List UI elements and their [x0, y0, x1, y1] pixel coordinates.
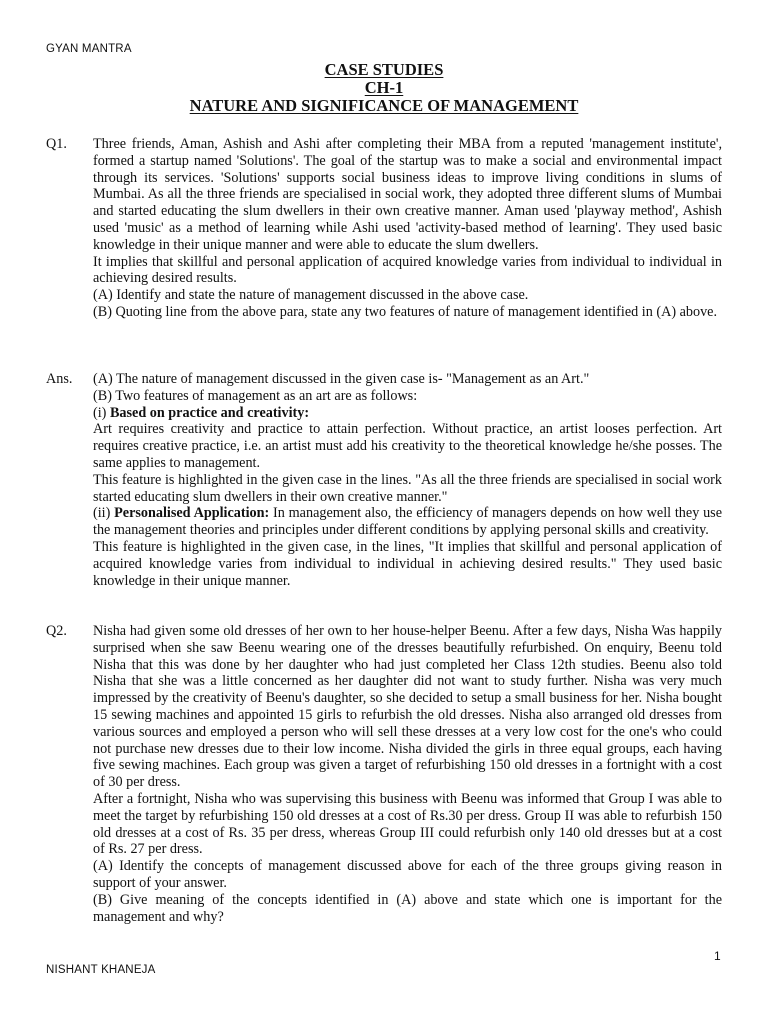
feature-2-text: In management also, the efficiency of managers depends on how well they use the management theories and principles under different conditions by applying personal skills and creativity. [93, 505, 722, 539]
feature-1-highlight: This feature is highlighted in the given case in the lines. "As all the three friends are specialised in social work started educating slum dwellers in their own creative manner." [93, 471, 722, 505]
question-part-b: (B) Give meaning of the concepts identified in (A) above and state which one is important for the management and why? [93, 891, 722, 925]
feature-1-text: Art requires creativity and practice to attain perfection. Without practice, an artist looses perfection. Art requires creative practice, i.e. an artist must add his creativity to the theoretical knowledge he/she posses. The same applies to management. [93, 421, 722, 471]
footer-author: NISHANT KHANEJA [46, 964, 156, 976]
question-1 [46, 136, 722, 321]
document-title: CASE STUDIES [324, 60, 444, 79]
feature-1-heading [93, 405, 722, 422]
answer-1 [46, 371, 722, 589]
feature-2-number: (ii) [93, 505, 115, 522]
feature-1-title: Based on practice and creativity: [109, 404, 310, 421]
feature-2-highlight: This feature is highlighted in the given case, in the lines, "It implies that skillful and personal application of acquired knowledge varies from individual to individual in achieving desired results." They used basic knowledge in their unique manner. [93, 538, 722, 589]
question-part-a: (A) Identify the concepts of management discussed above for each of the three groups giving reason in support of your answer. [93, 858, 722, 891]
case-paragraph: Nisha had given some old dresses of her own to her house-helper Beenu. After a few days, Nisha Was happily surprised when she saw Beenu wearing one of the dresses beautifully refurbished. On enquiry, Beenu told Nisha that this was done by her daughter who had just completed her Class 12th studies. Beenu also told Nisha that she was a little concerned as her daughter did not want to study further. Nisha was very much impressed by the creativity of Beenu's daughter, so she decided to setup a small business for her. Nisha bought 15 sewing machines and appointed 15 girls to refurbish the old dresses. Nisha also arranged old dresses from various sources and employed a person who will sell these dresses at a very low cost for the one's who could not purchase new dresses due to their low income. Nisha divided the girls in three equal groups, each having five sewing machines. Each group was given a target of refurbishing 150 old dresses in a fortnight with a cost of 30 per dress. [93, 623, 722, 791]
header-text: GYAN MANTRA [46, 43, 132, 55]
chapter-number: CH-1 [364, 78, 404, 97]
answer-part-a: (A) The nature of management discussed in the given case is- "Management as an Art." [93, 371, 590, 387]
question-part-b: (B) Quoting line from the above para, state any two features of nature of management identified in (A) above. [93, 303, 718, 320]
feature-2-title: Personalised Application: [114, 505, 270, 522]
case-paragraph: Three friends, Aman, Ashish and Ashi after completing their MBA from a reputed 'management institute', formed a startup named 'Solutions'. The goal of the startup was to make a social and environmental impact through its services. 'Solutions' supports social business ideas to improve living conditions in slums of Mumbai. As all the three friends are specialised in social work, they adopted three different slums of Mumbai and started educating the slum dwellers in their own creative manner. Aman used 'playway method', Ashish used 'music' as a method of learning while Ashi used 'activity-based method of learning'. They used basic knowledge in their unique manner and were able to educate the slum dwellers. [93, 136, 722, 253]
feature-2-paragraph [93, 505, 722, 539]
case-paragraph: After a fortnight, Nisha who was supervising this business with Beenu was informed that Group I was able to meet the target by refurbishing 150 old dresses at a cost of Rs.30 per dress. Group II was able to refurbish 150 old dresses at a cost of Rs. 35 per dress, whereas Group III could refurbish only 140 old dresses but at a cost of Rs. 27 per dress. [93, 790, 722, 858]
question-body [93, 623, 722, 925]
answer-body [93, 371, 722, 589]
question-body [93, 136, 722, 321]
title-block [0, 61, 768, 115]
answer-label: Ans. [46, 371, 73, 387]
answer-part-b: (B) Two features of management as an art are as follows: [93, 387, 418, 404]
case-paragraph: It implies that skillful and personal application of acquired knowledge varies from individual to individual in achieving desired results. [93, 253, 722, 287]
question-label: Q2. [46, 623, 67, 639]
question-part-a: (A) Identify and state the nature of management discussed in the above case. [93, 287, 529, 304]
question-label: Q1. [46, 136, 67, 152]
page-number: 1 [714, 949, 721, 963]
chapter-title: NATURE AND SIGNIFICANCE OF MANAGEMENT [189, 96, 579, 115]
question-2 [46, 623, 722, 925]
feature-1-number: (i) [93, 404, 110, 421]
